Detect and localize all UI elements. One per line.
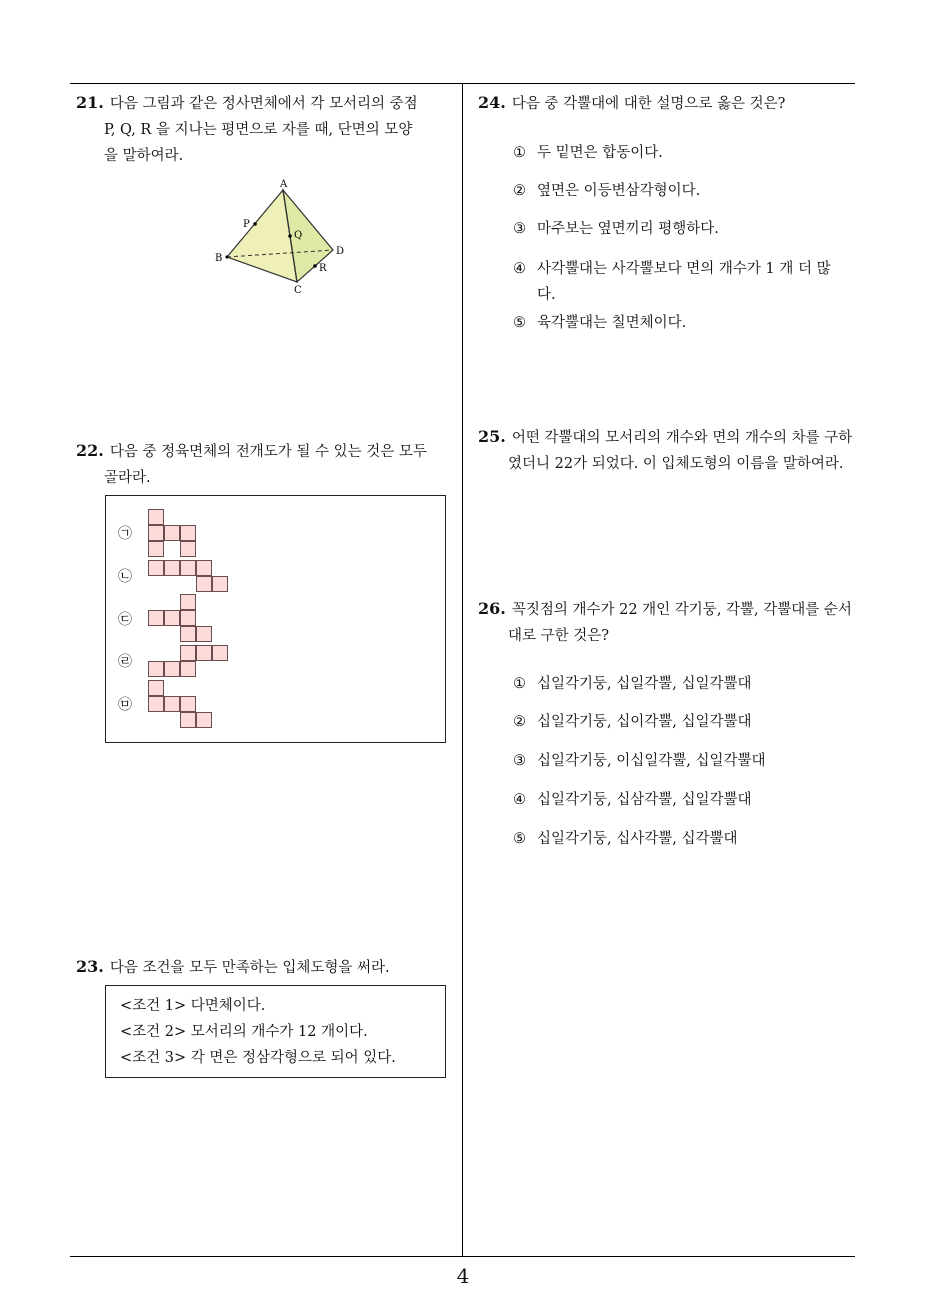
net-cell	[164, 610, 180, 626]
option-4: ④ 십일각기둥, 십삼각뿔, 십일각뿔대	[513, 792, 752, 808]
net-cell	[148, 661, 164, 677]
vertex-label-b: B	[215, 253, 223, 264]
question-text: 다음 조건을 모두 만족하는 입체도형을 써라.	[109, 960, 390, 976]
net-cell	[180, 610, 196, 626]
option-1: ① 십일각기둥, 십일각뿔, 십일각뿔대	[513, 676, 752, 692]
net-cell	[148, 525, 164, 541]
question-number: 26.	[478, 599, 506, 618]
page-number: 4	[456, 1264, 470, 1288]
net-label-5: ㉤	[118, 697, 132, 713]
net-cell	[180, 560, 196, 576]
option-1: ① 두 밑면은 합동이다.	[513, 145, 663, 161]
option-5: ⑤ 육각뿔대는 칠면체이다.	[513, 315, 687, 331]
net-cell	[196, 560, 212, 576]
net-cell	[164, 661, 180, 677]
net-cell	[148, 610, 164, 626]
net-cell	[148, 560, 164, 576]
net-label-3: ㉢	[118, 612, 132, 628]
question-text: P, Q, R 을 지나는 평면으로 자를 때, 단면의 모양	[104, 122, 413, 138]
net-cell	[196, 626, 212, 642]
net-cell	[148, 509, 164, 525]
question-number: 22.	[76, 441, 104, 460]
option-2: ② 옆면은 이등변삼각형이다.	[513, 183, 701, 199]
net-cell	[148, 696, 164, 712]
vertex-label-c: C	[294, 285, 302, 296]
question-text: 다음 중 정육면체의 전개도가 될 수 있는 것은 모두	[109, 444, 427, 460]
tetrahedron-figure	[205, 176, 365, 300]
conditions-box	[105, 985, 446, 1078]
question-text: 였더니 22가 되었다. 이 입체도형의 이름을 말하여라.	[508, 456, 844, 472]
question-text: 다음 중 각뿔대에 대한 설명으로 옳은 것은?	[511, 96, 786, 112]
question-text: 어떤 각뿔대의 모서리의 개수와 면의 개수의 차를 구하	[511, 430, 853, 446]
net-cell	[196, 712, 212, 728]
question-number: 24.	[478, 93, 506, 112]
question-text: 을 말하여라.	[104, 148, 184, 164]
question-number: 23.	[76, 957, 104, 976]
point-label-p: P	[243, 219, 250, 230]
net-cell	[180, 661, 196, 677]
net-cell	[180, 525, 196, 541]
net-cell	[212, 645, 228, 661]
question-number: 25.	[478, 427, 506, 446]
net-cell	[196, 576, 212, 592]
point-label-r: R	[319, 263, 327, 274]
net-cell	[180, 712, 196, 728]
question-text: 대로 구한 것은?	[508, 628, 610, 644]
net-cell	[180, 626, 196, 642]
option-4: ④ 사각뿔대는 사각뿔보다 면의 개수가 1 개 더 많 다.	[513, 261, 831, 303]
cube-nets-box	[105, 495, 446, 743]
net-cell	[164, 696, 180, 712]
net-cell	[180, 541, 196, 557]
net-cell	[148, 680, 164, 696]
option-3: ③ 마주보는 옆면끼리 평행하다.	[513, 221, 719, 237]
question-23	[76, 954, 458, 981]
net-label-1: ㉠	[118, 526, 132, 542]
question-22	[76, 438, 458, 491]
net-cell	[212, 576, 228, 592]
net-cell	[196, 645, 212, 661]
condition-3: <조건 3> 각 면은 정삼각형으로 되어 있다.	[120, 1050, 396, 1066]
option-5: ⑤ 십일각기둥, 십사각뿔, 십각뿔대	[513, 831, 738, 847]
point-label-q: Q	[294, 230, 303, 241]
vertex-label-a: A	[280, 179, 288, 190]
condition-2: <조건 2> 모서리의 개수가 12 개이다.	[120, 1024, 368, 1040]
question-26	[478, 596, 862, 649]
condition-1: <조건 1> 다면체이다.	[120, 998, 266, 1014]
net-cell	[180, 696, 196, 712]
net-label-2: ㉡	[118, 569, 132, 585]
column-divider	[462, 83, 463, 1256]
net-cell	[164, 560, 180, 576]
net-label-4: ㉣	[118, 654, 132, 670]
net-cell	[148, 541, 164, 557]
question-text: 골라라.	[104, 470, 151, 486]
question-text: 꼭짓점의 개수가 22 개인 각기둥, 각뿔, 각뿔대를 순서	[511, 602, 852, 618]
net-cell	[164, 525, 180, 541]
question-number: 21.	[76, 93, 104, 112]
question-25	[478, 424, 862, 477]
net-cell	[180, 645, 196, 661]
option-2: ② 십일각기둥, 십이각뿔, 십일각뿔대	[513, 714, 752, 730]
bottom-rule	[70, 1256, 855, 1257]
question-text: 다음 그림과 같은 정사면체에서 각 모서리의 중점	[109, 96, 418, 112]
question-21	[76, 90, 458, 169]
option-3: ③ 십일각기둥, 이십일각뿔, 십일각뿔대	[513, 753, 766, 769]
net-cell	[180, 594, 196, 610]
vertex-label-d: D	[336, 246, 345, 257]
question-24	[478, 90, 858, 117]
